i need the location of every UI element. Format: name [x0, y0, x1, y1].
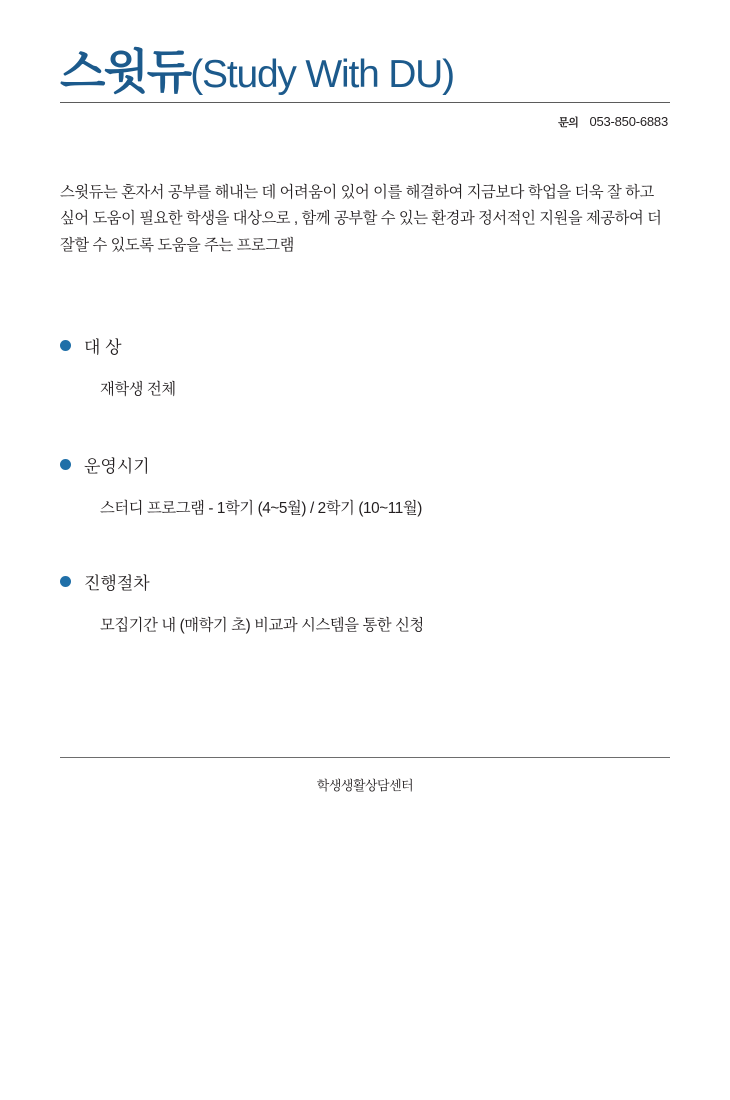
bullet-icon — [60, 576, 71, 587]
section-schedule — [60, 452, 670, 521]
section-target-head — [60, 333, 670, 358]
contact-label: 문의 — [558, 117, 579, 129]
section-procedure-body: 모집기간 내 (매학기 초) 비교과 시스템을 통한 신청 — [100, 616, 424, 634]
footer-organization: 학생생활상담센터 — [316, 778, 414, 793]
section-schedule-title: 운영시기 — [84, 456, 150, 476]
contact-info — [558, 114, 668, 130]
logo-english-title: (Study With DU) — [190, 53, 454, 96]
section-target-title: 대 상 — [84, 337, 122, 357]
section-target — [60, 333, 670, 402]
logo-korean-title: 스윗듀 — [60, 45, 191, 98]
section-schedule-head — [60, 452, 670, 477]
program-logo — [60, 45, 670, 98]
bullet-icon — [60, 459, 71, 470]
section-target-body: 재학생 전체 — [100, 380, 176, 398]
section-procedure-title: 진행절차 — [84, 573, 150, 593]
footer-divider — [60, 757, 670, 758]
header-divider — [60, 102, 670, 103]
detail-sections — [60, 333, 670, 638]
poster-header — [60, 0, 670, 134]
program-description: 스윗듀는 혼자서 공부를 해내는 데 어려움이 있어 이를 해결하여 지금보다 학업을 더욱 잘 하고 싶어 도움이 필요한 학생을 대상으로 , 함께 공부할 수 있는 환경과 정서적인 지원을 제공하여 더 잘할 수 있도록 도움을 주는 프로그램 — [60, 184, 662, 254]
section-schedule-body: 스터디 프로그램 - 1학기 (4~5월) / 2학기 (10~11월) — [100, 499, 422, 517]
section-procedure — [60, 569, 670, 638]
poster-footer — [60, 757, 670, 794]
section-procedure-head — [60, 569, 670, 594]
bullet-icon — [60, 340, 71, 351]
contact-phone-number: 053-850-6883 — [589, 114, 668, 129]
